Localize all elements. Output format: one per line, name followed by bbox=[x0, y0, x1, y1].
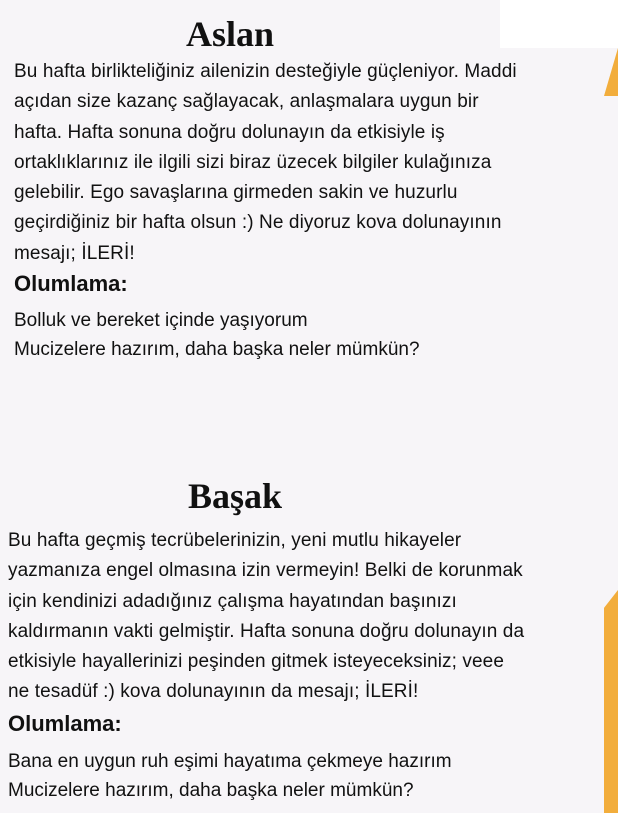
affirmation-list bbox=[14, 306, 420, 364]
affirmation-heading: Olumlama: bbox=[14, 271, 128, 296]
affirmation-list bbox=[8, 747, 452, 805]
sign-title: Başak bbox=[188, 476, 283, 516]
affirmation-line: Mucizelere hazırım, daha başka neler mümkün? bbox=[14, 339, 420, 360]
sign-title: Aslan bbox=[186, 14, 275, 54]
text-line: hafta. Hafta sonuna doğru dolunayın da etkisiyle iş bbox=[14, 121, 445, 143]
text-line: Bu hafta birlikteliğiniz ailenizin desteğiyle güçleniyor. Maddi bbox=[14, 61, 517, 82]
text-line: yazmanıza engel olmasına izin vermeyin! Belki de korunmak bbox=[8, 560, 523, 582]
text-line: kaldırmanın vakti gelmiştir. Hafta sonuna doğru dolunayın da bbox=[8, 620, 525, 642]
affirmation-line: Bana en uygun ruh eşimi hayatıma çekmeye hazırım bbox=[8, 751, 452, 772]
text-line: gelebilir. Ego savaşlarına girmeden sakin ve huzurlu bbox=[14, 182, 458, 204]
horoscope-text bbox=[8, 526, 524, 708]
corner-panel bbox=[500, 0, 618, 48]
affirmation-heading: Olumlama: bbox=[8, 711, 122, 736]
text-line: geçirdiğiniz bir hafta olsun :) Ne diyoruz kova dolunayının bbox=[14, 212, 502, 234]
text-line: ortaklıklarınız ile ilgili sizi biraz üzecek bilgiler kulağınıza bbox=[14, 151, 492, 173]
horoscope-text bbox=[14, 57, 517, 269]
accent-stripe-top bbox=[604, 48, 618, 96]
affirmation-line: Mucizelere hazırım, daha başka neler mümkün? bbox=[8, 780, 414, 801]
affirmation-line: Bolluk ve bereket içinde yaşıyorum bbox=[14, 310, 308, 331]
text-line: için kendinizi adadığınız çalışma hayatından başınızı bbox=[8, 590, 457, 612]
text-line: Bu hafta geçmiş tecrübelerinizin, yeni mutlu hikayeler bbox=[8, 530, 462, 551]
text-line: ne tesadüf :) kova dolunayının da mesajı; İLERİ! bbox=[8, 681, 419, 703]
text-line: açıdan size kazanç sağlayacak, anlaşmalara uygun bir bbox=[14, 91, 479, 113]
text-line: etkisiyle hayallerinizi peşinden gitmek isteyeceksiniz; veee bbox=[8, 651, 505, 673]
accent-stripe-bottom bbox=[604, 590, 618, 813]
text-line: mesajı; İLERİ! bbox=[14, 242, 135, 264]
